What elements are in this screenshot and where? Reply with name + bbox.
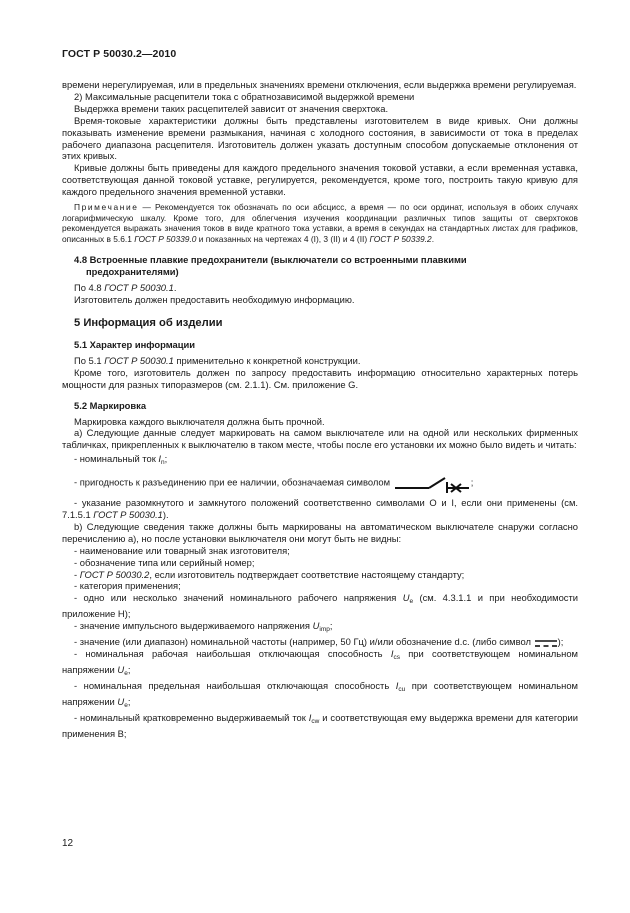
paragraph-continuation: времени нерегулируемая, или в предельных значениях времени отключения, если выдержка времени регулируемая. — [62, 79, 577, 90]
list-item: - номинальная рабочая наибольшая отключающая способность $I_{cs}$ при соответствующем номинальном напряжении $U_e$; — [62, 648, 578, 677]
paragraph: Время-токовые характеристики должны быть представлены изготовителем в виде кривых. Они должны показывать изменение времени размыкания, начиная с холодного состояния, в зависимости от тока в пределах рабочего диапазона расцепителя. Изготовитель должен указать доступным способом допускаемые отклонения от этих кривых. — [62, 114, 578, 162]
standard-reference: ГОСТ Р 50030.1 — [104, 282, 174, 294]
list-item: - номинальный ток $I_n$; — [74, 453, 168, 467]
paragraph: Изготовитель должен предоставить необходимую информацию. — [74, 294, 355, 306]
list-item: - категория применения; — [74, 580, 181, 592]
paragraph: Кроме того, изготовитель должен по запросу предоставить информацию относительно характерных потерь мощности для разных типоразмеров (см. 2.1.1). См. приложение G. — [62, 366, 578, 390]
list-item: - одно или несколько значений номинального рабочего напряжения $U_e$ (см. 4.3.1.1 и при необходимости приложение Н); — [62, 592, 579, 620]
direct-current-symbol-icon — [534, 638, 558, 648]
standard-reference: ГОСТ Р 50030.1 — [93, 509, 163, 521]
paragraph-item-a: а) Следующие данные следует маркировать на самом выключателе или на одной или нескольких фирменных табличках, прикрепленных к выключателю в таком месте, чтобы после его установки их можно было видеть и читать: — [62, 427, 578, 451]
list-item: - ГОСТ Р 50030.2, если изготовитель подтверждает соответствие настоящему стандарту; — [74, 568, 465, 580]
paragraph-item-b: b) Следующие сведения также должны быть маркированы на автоматическом выключателе снаружи согласно перечислению а), но после установки выключателя они могут быть не видны: — [62, 520, 578, 544]
list-item: - обозначение типа или серийный номер; — [74, 556, 255, 568]
standard-reference: ГОСТ Р 50030.1 — [104, 354, 174, 366]
list-item: - номинальный кратковременно выдерживаемый ток $I_{cw}$ и соответствующая ему выдержка времени для категории применения В; — [62, 711, 578, 739]
paragraph: Выдержка времени таких расцепителей зависит от значения сверхтока. — [74, 102, 389, 114]
page-body — [62, 79, 578, 739]
paragraph: По 5.1 ГОСТ Р 50030.1 применительно к конкретной конструкции. — [74, 354, 361, 366]
section-heading-5-2: 5.2 Маркировка — [74, 399, 147, 411]
list-item: - значение (или диапазон) номинальной частоты (например, 50 Гц) и/или обозначение d.c. (либо символ ); — [74, 636, 564, 648]
list-item: - номинальная предельная наибольшая отключающая способность $I_{cu}$ при соответствующем номинальном напряжении $U_e$; — [62, 679, 578, 709]
section-heading-4-8: 4.8 Встроенные плавкие предохранители (выключатели со встроенными плавкими предохранителями) — [74, 254, 467, 278]
paragraph-item-2: 2) Максимальные расцепители тока с обратнозависимой выдержкой времени — [74, 90, 415, 102]
list-item: - наименование или товарный знак изготовителя; — [74, 544, 290, 556]
page-number: 12 — [62, 838, 74, 849]
paragraph: Маркировка каждого выключателя должна быть прочной. — [74, 415, 325, 427]
standard-reference: ГОСТ Р 50339.0 — [134, 233, 197, 244]
disconnector-symbol-icon — [393, 473, 471, 493]
note: Примечание — Рекомендуется ток обозначать по оси абсцисс, а время — по оси ординат, используя в обоих случаях логарифмическую шкалу. Кроме того, для облегчения изучения координации различных типов защиты от сверхтоков рекомендуется выражать значения токов в виде кратного тока уставки, а время в секундах на стандартных листах для графиков, описанных в 5.6.1 ГОСТ Р 50339.0 и показанных на чертежах 4 (I), 3 (II) и 4 (II) ГОСТ Р 50339.2. — [62, 202, 578, 244]
standard-reference: ГОСТ Р 50030.2 — [79, 568, 150, 580]
list-item: - указание разомкнутого и замкнутого положений соответственно символами O и I, если они применены (см. 7.1.5.1 ГОСТ Р 50030.1). — [62, 497, 578, 521]
section-heading-5: 5 Информация об изделии — [74, 317, 223, 330]
paragraph: По 4.8 ГОСТ Р 50030.1. — [74, 282, 177, 294]
list-item: - пригодность к разъединению при ее наличии, обозначаемая символом ; — [62, 473, 578, 493]
list-item: - значение импульсного выдерживаемого напряжения $U_{imp}$; — [74, 620, 333, 634]
section-heading-5-1: 5.1 Характер информации — [74, 338, 196, 350]
note-label: Примечание — [74, 202, 139, 213]
standard-reference: ГОСТ Р 50339.2 — [369, 233, 432, 244]
paragraph: Кривые должны быть приведены для каждого предельного значения токовой уставки, а если временная уставка, соответствующая данной токовой уставке, регулируется, рекомендуется, кроме того, построить такую кривую для каждого предельного значения временной уставки. — [62, 162, 578, 198]
page-header: ГОСТ Р 50030.2—2010 — [62, 48, 177, 60]
